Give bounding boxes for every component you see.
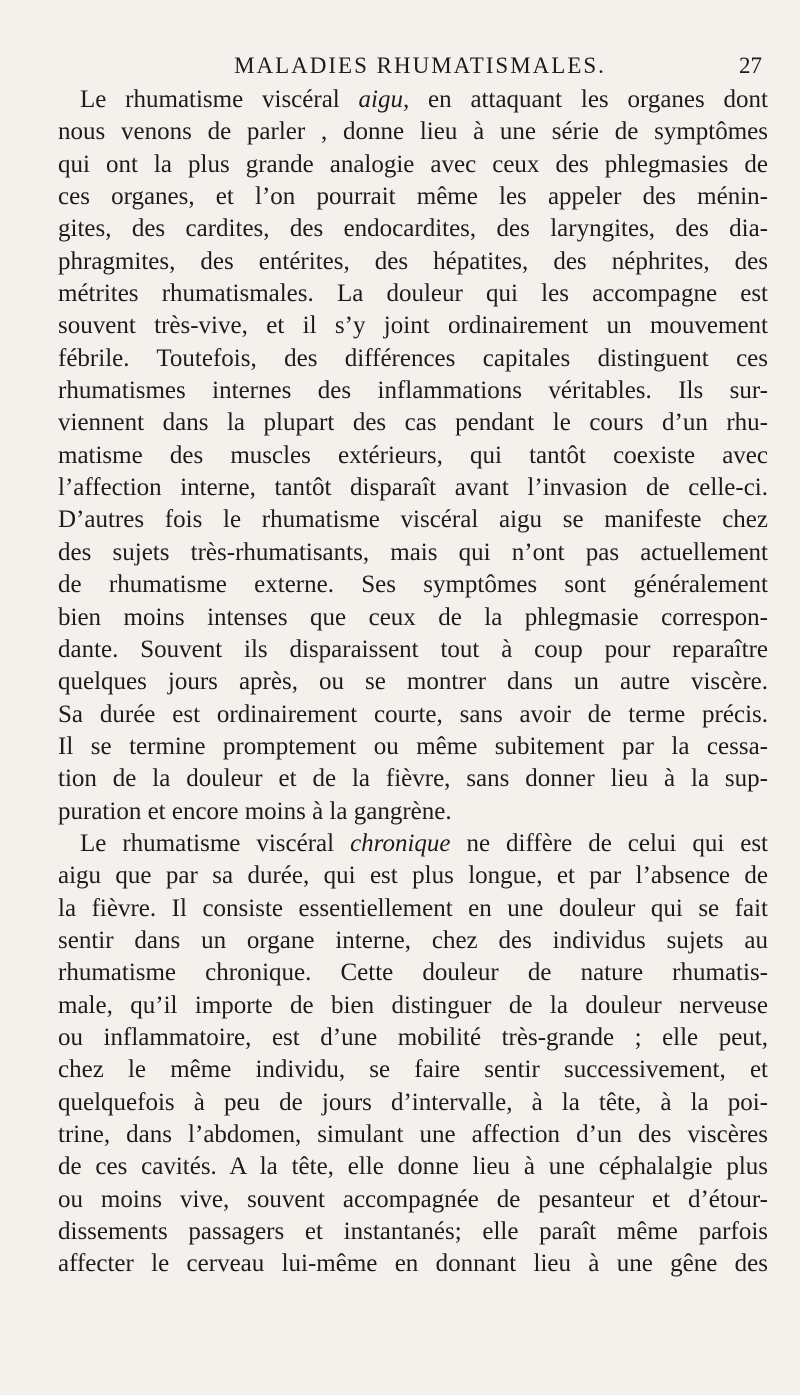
text-line: ou moins vive, souvent accompagnée de pesanteur et d’étour- [58, 1185, 768, 1213]
text-line: sentir dans un organe interne, chez des individus sujets au [58, 926, 768, 954]
text-line: dissements passagers et instantanés; elle paraît même parfois [58, 1218, 768, 1246]
text-line: tion de la douleur et de la fièvre, sans donner lieu à la sup- [58, 765, 768, 793]
text-line: rhumatisme chronique. Cette douleur de nature rhumatis- [58, 959, 768, 987]
text-line: nous venons de parler , donne lieu à une série de symptômes [58, 118, 768, 146]
text-line: quelquefois à peu de jours d’intervalle, à la tête, à la poi- [58, 1088, 768, 1116]
text-line: viennent dans la plupart des cas pendant le cours d’un rhu- [58, 409, 768, 437]
text-line: puration et encore moins à la gangrène. [58, 797, 452, 825]
text-line: affecter le cerveau lui-même en donnant lieu à une gêne des [58, 1250, 768, 1278]
running-head [60, 50, 780, 84]
text-line: de ces cavités. A la tête, elle donne lieu à une céphalalgie plus [58, 1153, 768, 1181]
running-title: MALADIES RHUMATISMALES. [234, 53, 606, 78]
text-line: male, qu’il importe de bien distinguer de la douleur nerveuse [58, 991, 768, 1019]
text-line: gites, des cardites, des endocardites, des laryngites, des dia- [58, 215, 768, 243]
text-line: D’autres fois le rhumatisme viscéral aigu se manifeste chez [58, 506, 768, 534]
text-line: chez le même individu, se faire sentir successivement, et [58, 1056, 768, 1084]
text-line: quelques jours après, ou se montrer dans un autre viscère. [58, 668, 768, 696]
text-line: dante. Souvent ils disparaissent tout à coup pour reparaître [58, 635, 768, 663]
text-line: Il se termine promptement ou même subitement par la cessa- [58, 732, 768, 760]
text-line: l’affection interne, tantôt disparaît avant l’invasion de celle-ci. [58, 474, 768, 502]
text-line: ces organes, et l’on pourrait même les appeler des ménin- [58, 183, 768, 211]
text-line: qui ont la plus grande analogie avec ceux des phlegmasies de [58, 150, 768, 178]
text-line: Le rhumatisme viscéral chronique ne diffère de celui qui est [80, 829, 769, 857]
text-line: des sujets très-rhumatisants, mais qui n’ont pas actuellement [58, 538, 768, 566]
text-line: ou inflammatoire, est d’une mobilité très-grande ; elle peut, [58, 1023, 768, 1051]
body-text [58, 84, 768, 1281]
text-line: rhumatismes internes des inflammations véritables. Ils sur- [58, 377, 768, 405]
text-line: matisme des muscles extérieurs, qui tantôt coexiste avec [58, 441, 768, 469]
text-line: métrites rhumatismales. La douleur qui les accompagne est [58, 280, 768, 308]
text-line: souvent très-vive, et il s’y joint ordinairement un mouvement [58, 312, 768, 340]
text-line: Le rhumatisme viscéral aigu, en attaquant les organes dont [80, 86, 768, 113]
text-line: Sa durée est ordinairement courte, sans avoir de terme précis. [58, 700, 768, 728]
text-line: trine, dans l’abdomen, simulant une affection d’un des viscères [58, 1121, 768, 1148]
text-line: fébrile. Toutefois, des différences capitales distinguent ces [58, 344, 768, 372]
text-line: la fièvre. Il consiste essentiellement en une douleur qui se fait [58, 894, 768, 922]
text-line: bien moins intenses que ceux de la phlegmasie correspon- [58, 603, 768, 631]
text-line: de rhumatisme externe. Ses symptômes sont généralement [58, 571, 768, 599]
text-line: aigu que par sa durée, qui est plus longue, et par l’absence de [58, 862, 768, 890]
text-line: phragmites, des entérites, des hépatites, des néphrites, des [58, 247, 768, 275]
page-number: 27 [739, 53, 762, 78]
